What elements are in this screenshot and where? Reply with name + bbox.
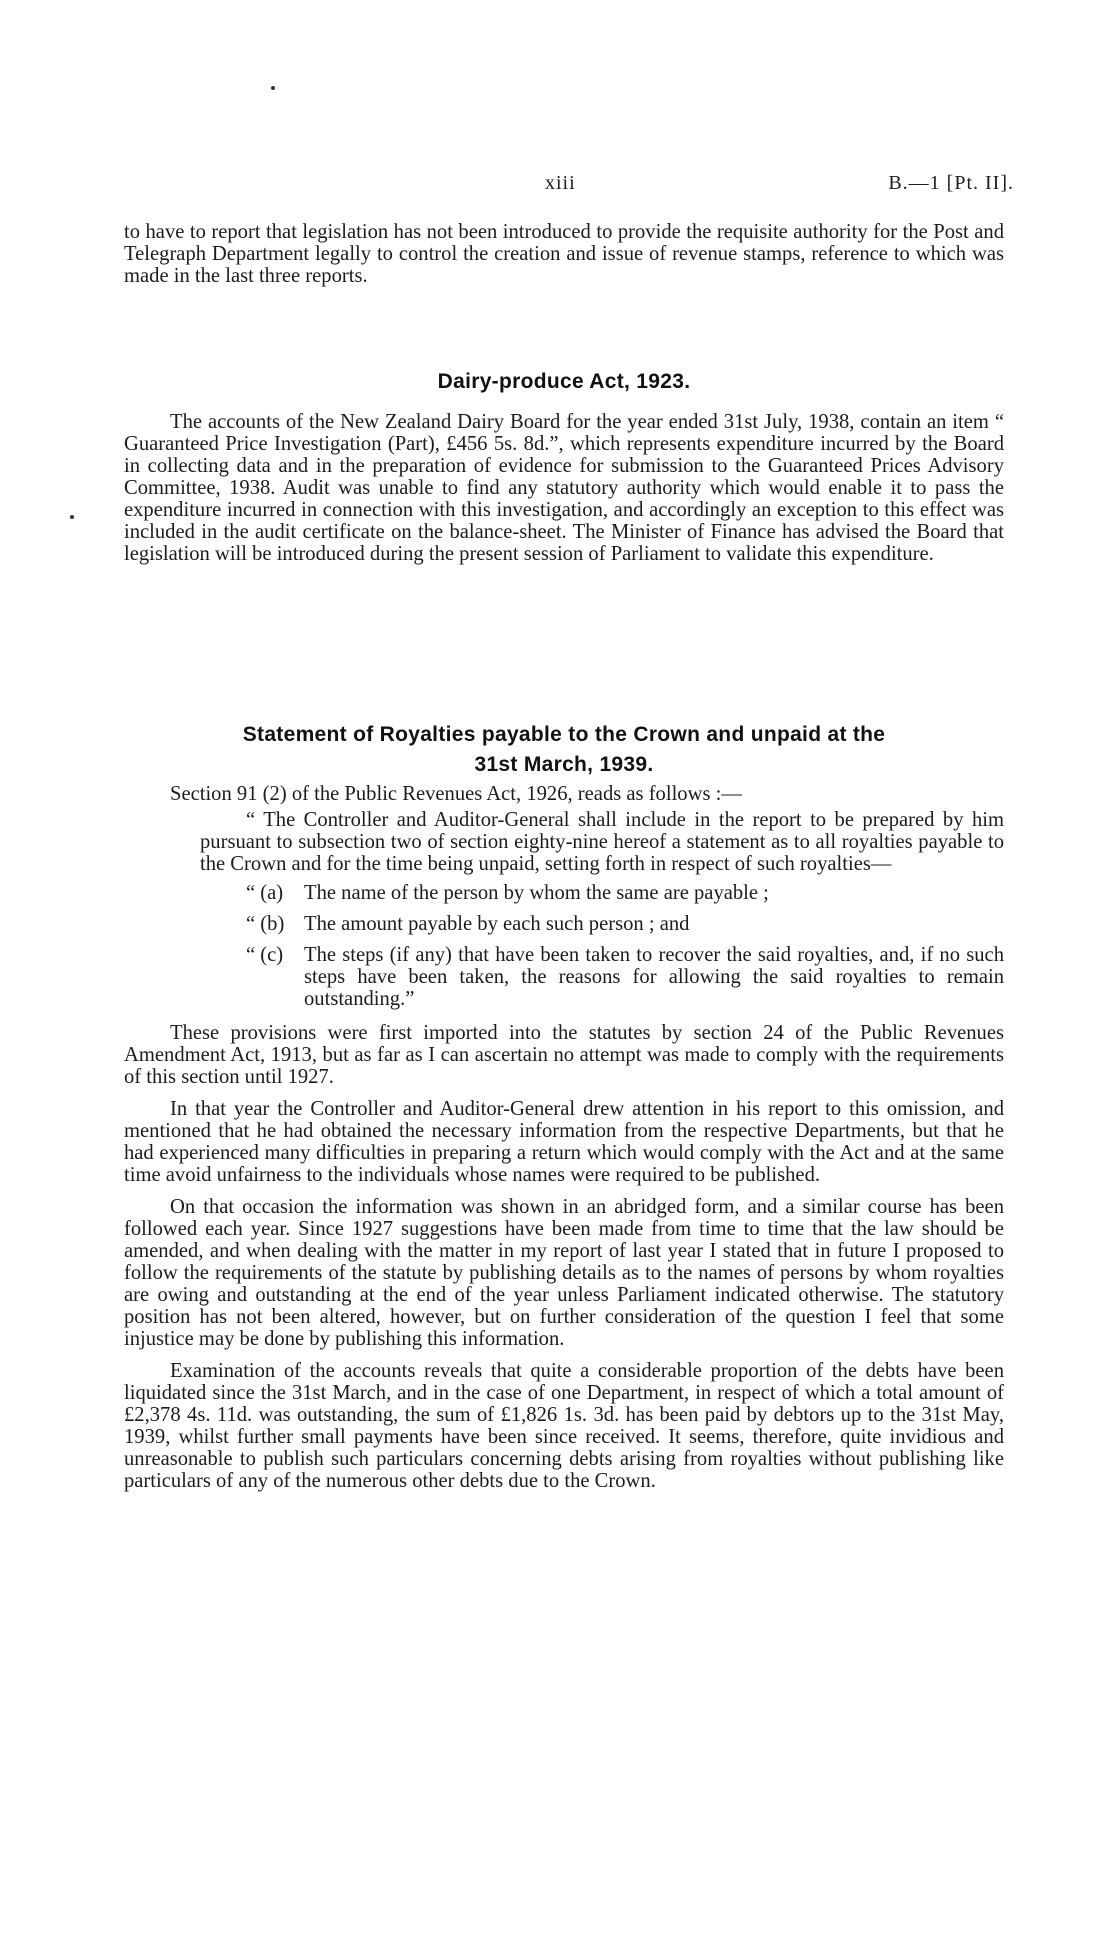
item-marker: “ (b) bbox=[246, 913, 285, 935]
item-text: The steps (if any) that have been taken to recover the said royalties, and, if no such steps have been taken, the reasons for allowing the said royalties to remain outstanding.” bbox=[304, 944, 1004, 1010]
item-text: The name of the person by whom the same are payable ; bbox=[304, 882, 769, 904]
item-text: The amount payable by each such person ; and bbox=[304, 913, 690, 935]
royalties-heading-line-1: Statement of Royalties payable to the Crown and unpaid at the bbox=[242, 723, 886, 746]
dairy-paragraph: The accounts of the New Zealand Dairy Board for the year ended 31st July, 1938, contain an item “ Guaranteed Price Investigation (Part), £456 5s. 8d.”, which represents expenditure incurred by the Board in collecting data and in the preparation of evidence for submission to the Guaranteed Prices Advisory Committee, 1938. Audit was unable to find any statutory authority which would enable it to pass the expenditure incurred in connection with this investigation, and accordingly an exception to this effect was included in the audit certificate on the balance-sheet. The Minister of Finance has advised the Board that legislation will be introduced during the present session of Parliament to validate this expenditure. bbox=[124, 411, 1004, 565]
item-marker: “ (a) bbox=[246, 882, 284, 904]
royalties-heading-line-2: 31st March, 1939. bbox=[474, 753, 654, 776]
dairy-section bbox=[124, 370, 1004, 565]
royalties-paragraph-4: Examination of the accounts reveals that quite a considerable proportion of the debts have been liquidated since the 31st March, and in the case of one Department, in respect of which a total amount of £2,378 4s. 11d. was outstanding, the sum of £1,826 1s. 3d. has been paid by debtors up to the 31st May, 1939, whilst further small payments have been since received. It seems, therefore, quite invidious and unreasonable to publish such particulars concerning debts arising from royalties without publishing like particulars of any of the numerous other debts due to the Crown. bbox=[124, 1360, 1004, 1492]
statute-quote bbox=[200, 809, 1004, 1010]
quote-item-a bbox=[200, 882, 1004, 904]
quote-item-c bbox=[200, 944, 1004, 1010]
quote-item-b bbox=[200, 913, 1004, 935]
royalties-paragraph-3: On that occasion the information was shown in an abridged form, and a similar course has been followed each year. Since 1927 suggestions have been made from time to time that the law should be amended, and when dealing with the matter in my report of last year I stated that in future I proposed to follow the requirements of the statute by publishing details as to the names of persons by whom royalties are owing and outstanding at the end of the year unless Parliament indicated otherwise. The statutory position has not been altered, however, but on further consideration of the question I feel that some injustice may be done by publishing this information. bbox=[124, 1196, 1004, 1350]
item-marker: “ (c) bbox=[246, 944, 284, 966]
document-reference: B.—1 [Pt. II]. bbox=[888, 172, 1014, 194]
intro-paragraph: to have to report that legislation has not been introduced to provide the requisite authority for the Post and Telegraph Department legally to control the creation and issue of revenue stamps, reference to which was made in the last three reports. bbox=[124, 221, 1004, 287]
royalties-section bbox=[124, 720, 1004, 1492]
margin-dot bbox=[70, 515, 74, 519]
royalties-intro: Section 91 (2) of the Public Revenues Act, 1926, reads as follows :— bbox=[170, 783, 742, 805]
quote-paragraph: “ The Controller and Auditor-General shall include in the report to be prepared by him pursuant to subsection two of section eighty-nine hereof a statement as to all royalties payable to the Crown and for the time being unpaid, setting forth in respect of such royalties— bbox=[200, 809, 1004, 875]
intro-block bbox=[124, 221, 1004, 287]
page-number: xiii bbox=[545, 172, 576, 194]
scan-speck bbox=[271, 86, 275, 90]
royalties-paragraph-2: In that year the Controller and Auditor-General drew attention in his report to this omission, and mentioned that he had obtained the necessary information from the respective Departments, but that he had experienced many difficulties in preparing a return which would comply with the Act and at the same time avoid unfairness to the individuals whose names were required to be published. bbox=[124, 1098, 1004, 1186]
royalties-paragraph-1: These provisions were first imported into the statutes by section 24 of the Public Revenues Amendment Act, 1913, but as far as I can ascertain no attempt was made to comply with the requirements of this section until 1927. bbox=[124, 1022, 1004, 1088]
dairy-heading: Dairy-produce Act, 1923. bbox=[437, 370, 691, 393]
